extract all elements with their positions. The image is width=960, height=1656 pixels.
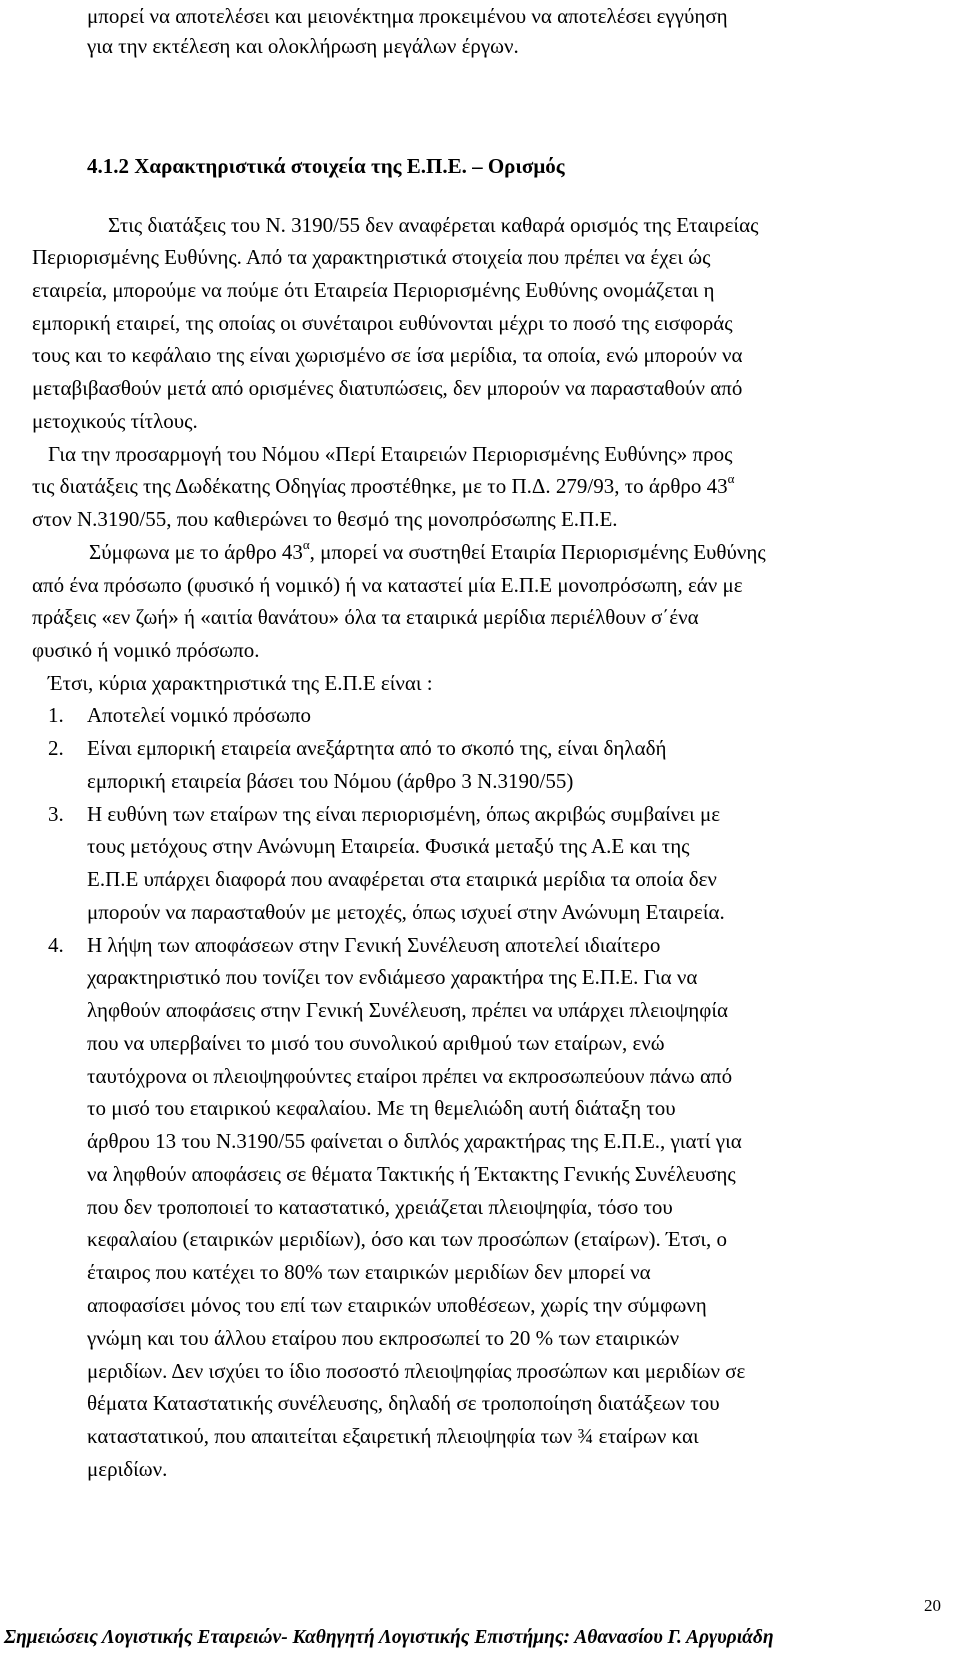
paragraph-line: Στις διατάξεις του Ν. 3190/55 δεν αναφέρεται καθαρά ορισμός της Εταιρείας (108, 213, 759, 237)
superscript: α (302, 537, 310, 552)
superscript: α (727, 471, 735, 486)
paragraph-line: τους και το κεφάλαιο της είναι χωρισμένο σε ίσα μερίδια, τα οποία, ενώ μπορούν να (32, 343, 743, 367)
list-item-line: καταστατικού, που απαιτείται εξαιρετική πλειοψηφία των ¾ εταίρων και (87, 1424, 699, 1448)
list-item-line: ταυτόχρονα οι πλειοψηφούντες εταίροι πρέπει να εκπροσωπεύουν πάνω από (87, 1064, 733, 1088)
list-item-line: Είναι εμπορική εταιρεία ανεξάρτητα από το σκοπό της, είναι δηλαδή (87, 736, 667, 760)
intro-line: μπορεί να αποτελέσει και μειονέκτημα προκειμένου να αποτελέσει εγγύηση (87, 4, 728, 28)
list-item-line: έταιρος που κατέχει το 80% των εταιρικών μεριδίων δεν μπορεί να (87, 1260, 651, 1284)
list-item-line: που δεν τροποποιεί το καταστατικό, χρειάζεται πλειοψηφία, τόσο του (87, 1195, 673, 1219)
list-item-line: μπορούν να παρασταθούν με μετοχές, όπως ισχυεί στην Ανώνυμη Εταιρεία. (87, 900, 725, 924)
list-number: 2. (48, 736, 64, 760)
list-number: 3. (48, 802, 64, 826)
paragraph-line: μετοχικούς τίτλους. (32, 409, 198, 433)
list-item-line: θέματα Καταστατικής συνέλευσης, δηλαδή σε τροποποίηση διατάξεων του (87, 1391, 720, 1415)
list-intro: Έτσι, κύρια χαρακτηριστικά της Ε.Π.Ε είναι : (48, 671, 433, 695)
list-item-line: γνώμη και του άλλου εταίρου που εκπροσωπεί το 20 % των εταιρικών (87, 1326, 680, 1350)
list-item-line: τους μετόχους στην Ανώνυμη Εταιρεία. Φυσικά μεταξύ της Α.Ε και της (87, 834, 690, 858)
paragraph-line: από ένα πρόσωπο (φυσικό ή νομικό) ή να καταστεί μία Ε.Π.Ε μονοπρόσωπη, εάν με (32, 573, 743, 597)
page-footer: Σημειώσεις Λογιστικής Εταιρειών- Καθηγητή Λογιστικής Επιστήμης: Αθανασίου Γ. Αργυριάδη (4, 1627, 774, 1648)
paragraph-line: εμπορική εταιρεί, της οποίας οι συνέταιροι ευθύνονται μέχρι το ποσό της εισφοράς (32, 311, 733, 335)
intro-line: για την εκτέλεση και ολοκλήρωση μεγάλων έργων. (87, 34, 519, 58)
list-item-line: εμπορική εταιρεία βάσει του Νόμου (άρθρο 3 Ν.3190/55) (87, 769, 574, 793)
paragraph-line: τις διατάξεις της Δωδέκατης Οδηγίας προστέθηκε, με το Π.Δ. 279/93, το άρθρο $43^\alpha$ (32, 471, 735, 498)
paragraph-line: Για την προσαρμογή του Νόμου «Περί Εταιρειών Περιορισμένης Ευθύνης» προς (48, 442, 733, 466)
list-item-line: ληφθούν αποφάσεις στην Γενική Συνέλευση, πρέπει να υπάρχει πλειοψηφία (87, 998, 729, 1022)
list-item-line: Η ευθύνη των εταίρων της είναι περιορισμένη, όπως ακριβώς συμβαίνει με (87, 802, 721, 826)
list-item-line: μεριδίων. (87, 1457, 168, 1481)
list-item-line: να ληφθούν αποφάσεις σε θέματα Τακτικής ή Έκτακτης Γενικής Συνέλευσης (87, 1162, 736, 1186)
list-item-line: μεριδίων. Δεν ισχύει το ίδιο ποσοστό πλειοψηφίας προσώπων και μεριδίων σε (87, 1359, 746, 1383)
paragraph-line: εταιρεία, μπορούμε να πούμε ότι Εταιρεία Περιορισμένης Ευθύνης ονομάζεται η (32, 278, 715, 302)
section-heading: 4.1.2 Χαρακτηριστικά στοιχεία της Ε.Π.Ε. – Ορισμός (87, 154, 565, 178)
list-item-line: Αποτελεί νομικό πρόσωπο (87, 703, 312, 727)
list-number: 4. (48, 933, 64, 957)
list-number: 1. (48, 703, 64, 727)
list-item-line: Ε.Π.Ε υπάρχει διαφορά που αναφέρεται στα εταιρικά μερίδια τα οποία δεν (87, 867, 717, 891)
list-item-line: αποφασίσει μόνος του επί των εταιρικών υποθέσεων, χωρίς την σύμφωνη (87, 1293, 707, 1317)
list-item-line: που να υπερβαίνει το μισό του συνολικού αριθμού των εταίρων, ενώ (87, 1031, 665, 1055)
list-item-line: χαρακτηριστικό που τονίζει τον ενδιάμεσο χαρακτήρα της Ε.Π.Ε. Για να (87, 965, 698, 989)
paragraph-line: Σύμφωνα με το άρθρο $43^\alpha$, μπορεί να συστηθεί Εταιρία Περιορισμένης Ευθύνης (89, 537, 766, 564)
list-item-line: άρθρου 13 του Ν.3190/55 φαίνεται ο διπλός χαρακτήρας της Ε.Π.Ε., γιατί για (87, 1129, 742, 1153)
paragraph-line: μεταβιβασθούν μετά από ορισμένες διατυπώσεις, δεν μπορούν να παρασταθούν από (32, 376, 743, 400)
page-number: 20 (924, 1596, 941, 1615)
list-item-line: το μισό του εταιρικού κεφαλαίου. Με τη θεμελιώδη αυτή διάταξη του (87, 1096, 676, 1120)
paragraph-line: φυσικό ή νομικό πρόσωπο. (32, 638, 260, 662)
paragraph-line: πράξεις «εν ζωή» ή «αιτία θανάτου» όλα τα εταιρικά μερίδια περιέλθουν σ΄ένα (32, 605, 699, 629)
list-item-line: Η λήψη των αποφάσεων στην Γενική Συνέλευση αποτελεί ιδιαίτερο (87, 933, 661, 957)
paragraph-line: Περιορισμένης Ευθύνης. Από τα χαρακτηριστικά στοιχεία που πρέπει να έχει ώς (32, 245, 711, 269)
list-item-line: κεφαλαίου (εταιρικών μεριδίων), όσο και των προσώπων (εταίρων). Έτσι, ο (87, 1227, 728, 1251)
paragraph-line: στον Ν.3190/55, που καθιερώνει το θεσμό της μονοπρόσωπης Ε.Π.Ε. (32, 507, 618, 531)
